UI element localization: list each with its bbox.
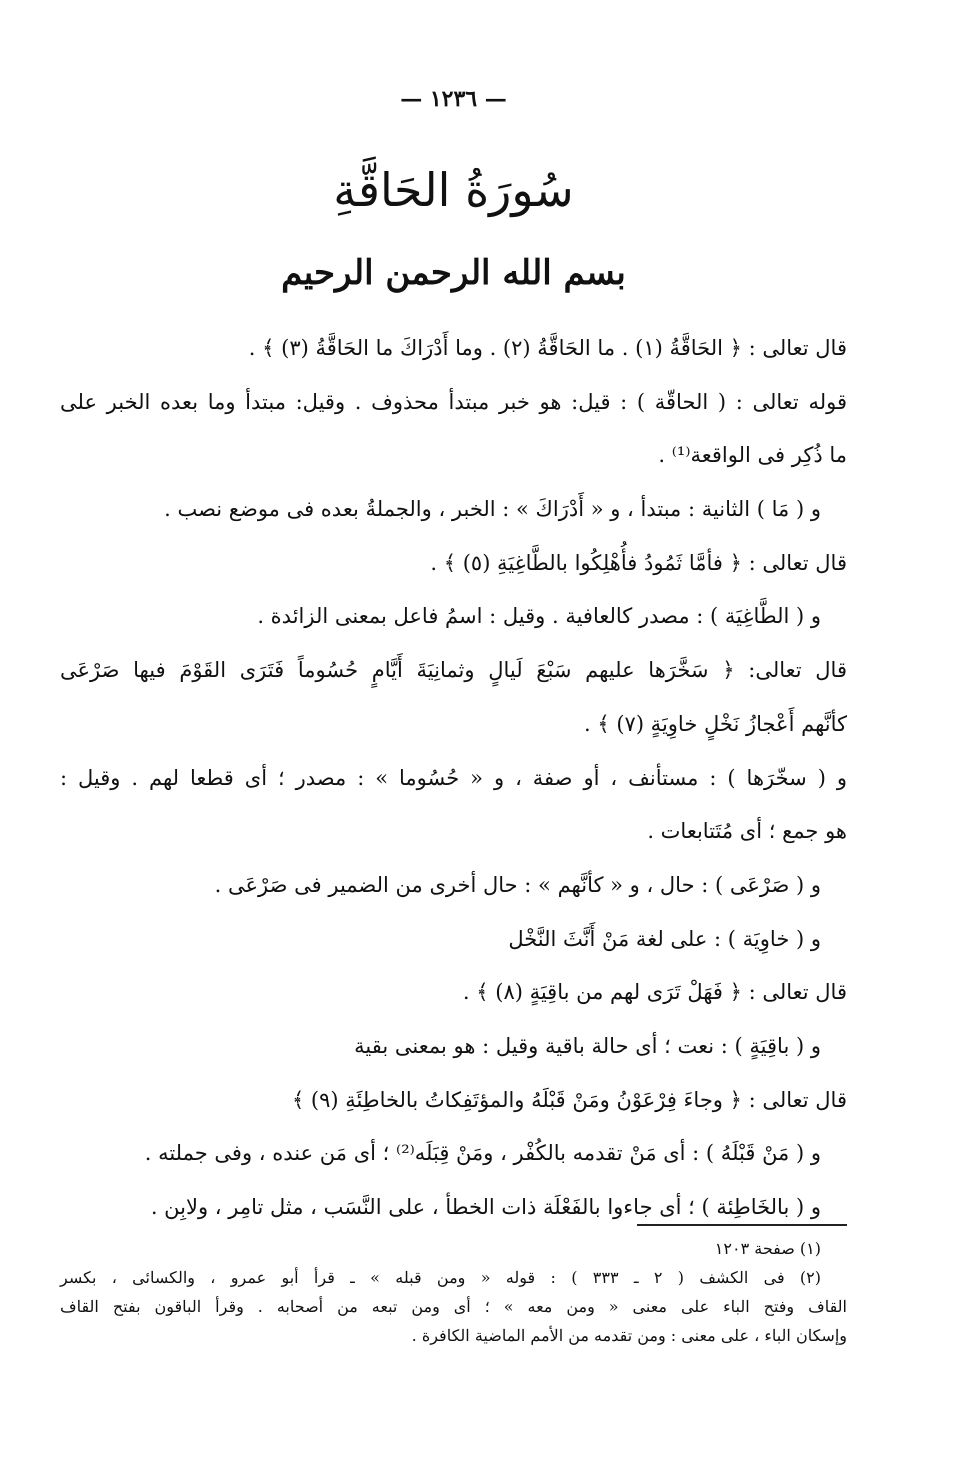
footnotes xyxy=(60,1234,847,1350)
text-line: قال تعالى : ﴿ فأمَّا ثَمُودُ فأُهْلِكُوا بالطَّاغِيَةِ (٥) ﴾ . xyxy=(430,550,847,575)
text-line: قال تعالى : ﴿ وجاءَ فِرْعَوْنُ ومَنْ قَبْلَهُ والمؤتَفِكاتُ بالخاطِئَةِ (٩) ﴾ xyxy=(291,1087,847,1112)
text-line: و ( بالخَاطِئة ) ؛ أى جاءوا بالفَعْلَة ذات الخطأ ، على النَّسَب ، مثل تامِر ، ولابِن . xyxy=(150,1195,821,1219)
page xyxy=(60,0,847,1468)
text-line: قال تعالى : ﴿ فَهَلْ تَرَى لهم من باقِيَةٍ (٨) ﴾ . xyxy=(462,980,847,1005)
text-line: قال تعالى : ﴿ الحَاقَّةُ (١) . ما الحَاقَّةُ (٢) . وما أَدْرَاكَ ما الحَاقَّةُ (٣) ﴾ . xyxy=(248,336,847,360)
page-number: — ١٢٣٦ — xyxy=(400,86,507,112)
text-line: و ( سخّرَها ) : مستأنف ، أو صفة ، و « حُسُوما » : مصدر ؛ أى قطعا لهم . وقيل : xyxy=(60,765,847,790)
text-line: و ( باقِيَةٍ ) : نعت ؛ أى حالة باقية وقيل : هو بمعنى بقية xyxy=(354,1033,821,1058)
text-line: و ( مَا ) الثانية : مبتدأ ، و « أَدْرَاكَ » : الخبر ، والجملةُ بعده فى موضع نصب . xyxy=(164,497,821,522)
text-line: و ( صَرْعَى ) : حال ، و « كأنَّهم » : حال أخرى من الضمير فى صَرْعَى . xyxy=(214,872,821,897)
text-line: و ( خاوِيَة ) : على لغة مَنْ أَنَّثَ النَّخْل xyxy=(508,926,821,951)
text-line: كأنَّهم أَعْجازُ نَخْلٍ خاوِيَةٍ (٧) ﴾ . xyxy=(584,711,847,736)
body-text xyxy=(60,322,847,1235)
text-line: و ( الطَّاغِيَة ) : مصدر كالعافية . وقيل : اسمُ فاعل بمعنى الزائدة . xyxy=(257,604,821,629)
footnote-line: وإسكان الباء ، على معنى : ومن تقدمه من الأمم الماضية الكافرة . xyxy=(411,1326,847,1345)
footnote-line: (١) صفحة ١٢٠٣ xyxy=(714,1239,821,1258)
footnote-line: القاف وفتح الباء على معنى « ومن معه » ؛ أى ومن تبعه من أصحابه . وقرأ الباقون بفتح القاف xyxy=(60,1297,847,1316)
text-line: و ( مَنْ قَبْلَهُ ) : أى مَنْ تقدمه بالكُفْر ، ومَنْ قِبَلَه⁽²⁾ ؛ أى مَن عنده ، وفى جملته . xyxy=(144,1141,821,1166)
footnote-line: (٢) فى الكشف ( ٢ ـ ٣٣٣ ) : قوله « ومن قبله » ـ قرأ أبو عمرو ، والكسائى ، بكسر xyxy=(60,1268,822,1287)
basmala: بسم الله الرحمن الرحيم xyxy=(281,253,626,293)
surah-title: سُورَةُ الحَاقَّةِ xyxy=(333,163,574,217)
text-line: قوله تعالى : ( الحاقّة ) : قيل: هو خبر مبتدأ محذوف . وقيل: مبتدأ وما بعده الخبر على xyxy=(60,389,847,414)
text-line: هو جمع ؛ أى مُتَتابعات . xyxy=(647,819,847,844)
text-line: ما ذُكِر فى الواقعة⁽¹⁾ . xyxy=(658,443,847,468)
text-line: قال تعالى: ﴿ سَخَّرَها عليهم سَبْعَ لَيالٍ وثمانِيَةَ أَيَّامٍ حُسُوماً فَتَرَى القَوْمَ فيها صَرْعَى xyxy=(60,658,847,683)
footnote-divider xyxy=(637,1224,847,1226)
